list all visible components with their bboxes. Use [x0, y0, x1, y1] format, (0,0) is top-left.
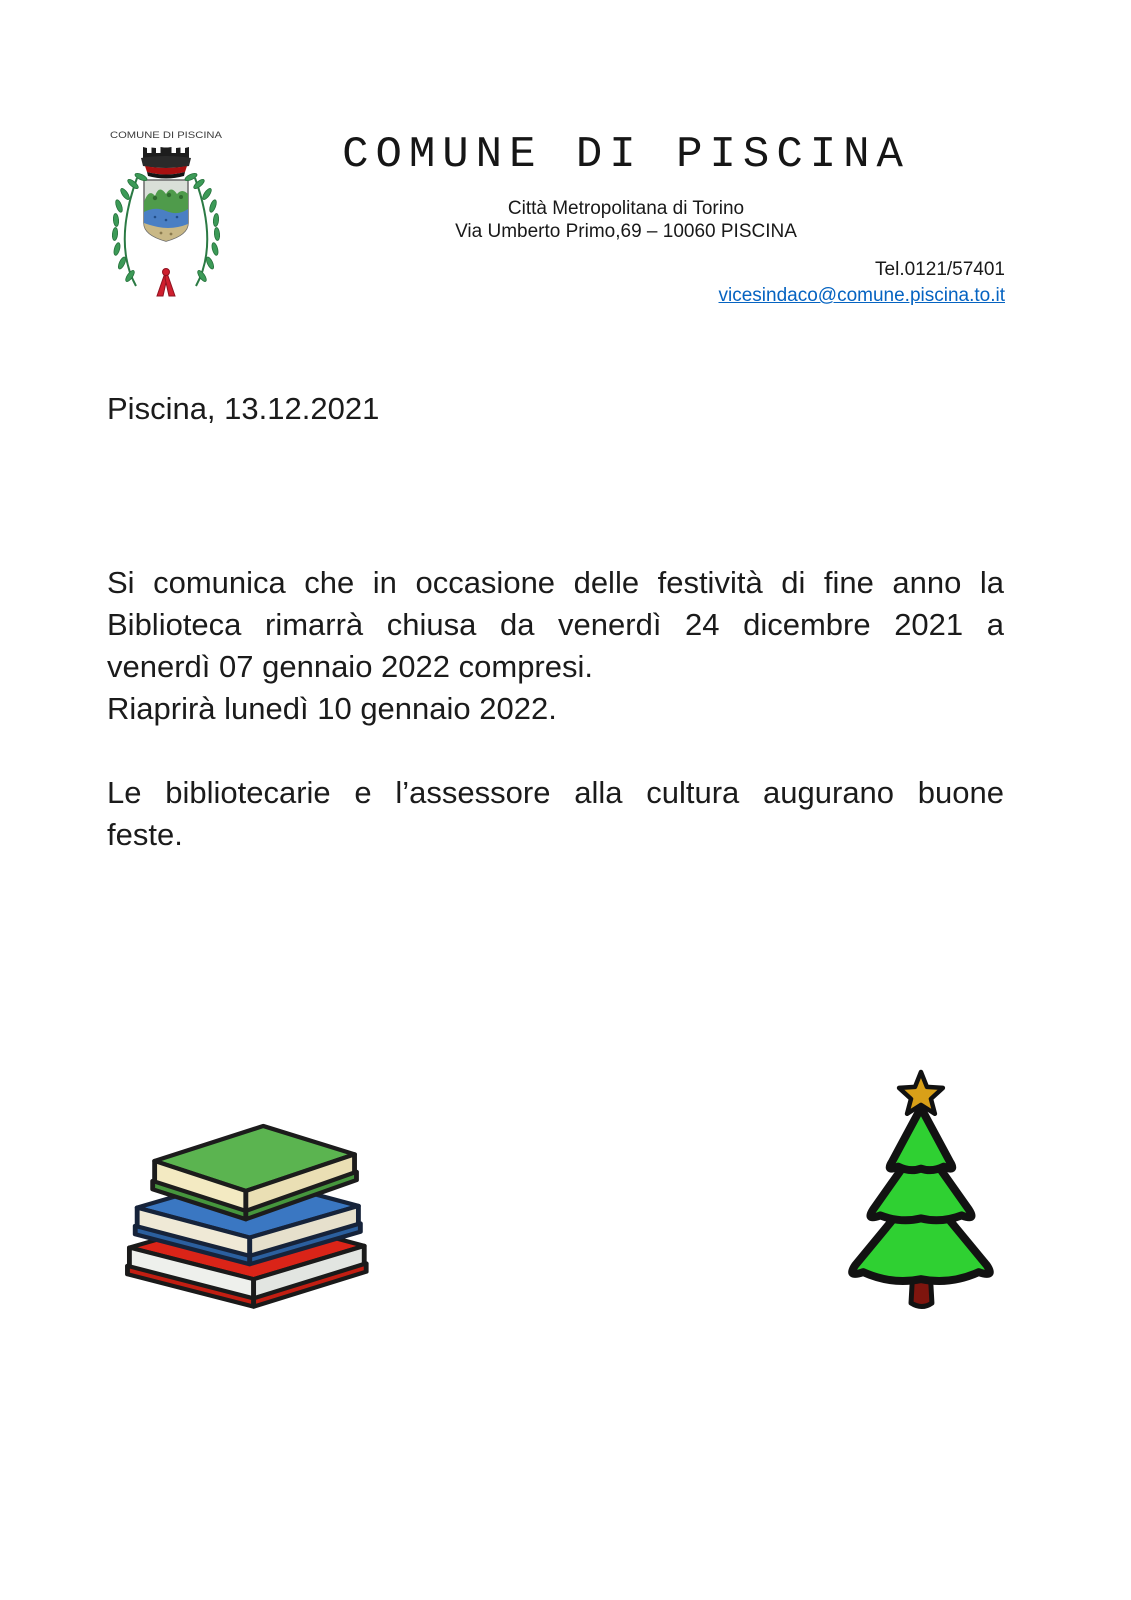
paragraph-spacer [107, 730, 1004, 772]
crest-caption: COMUNE DI PISCINA [110, 130, 222, 140]
subtitle-line-province: Città Metropolitana di Torino [507, 198, 745, 219]
header-subtitle [240, 197, 1012, 243]
header-contact [240, 257, 1005, 309]
body-line: Si comunica che in occasione delle festività di fine anno la [107, 565, 1004, 600]
books-illustration [110, 1106, 372, 1310]
body-line: Le bibliotecarie e l’assessore alla cultura augurano buone [107, 775, 1004, 810]
body-line: venerdì 07 gennaio 2022 compresi. [107, 649, 593, 684]
crest-ribbon-icon [157, 269, 175, 297]
tree-branches-icon [852, 1108, 990, 1281]
subtitle-line-address: Via Umberto Primo,69 – 10060 PISCINA [455, 221, 797, 242]
body-line: Riaprirà lunedì 10 gennaio 2022. [107, 691, 557, 726]
crest-crown-icon [141, 147, 191, 179]
document-title: COMUNE DI PISCINA [342, 130, 910, 180]
dateline: Piscina, 13.12.2021 [107, 391, 380, 426]
letter-body [107, 562, 1004, 856]
email-link[interactable]: vicesindaco@comune.piscina.to.it [718, 285, 1005, 306]
municipal-crest [103, 124, 229, 306]
phone-number: Tel.0121/57401 [875, 259, 1005, 280]
body-line: feste. [107, 817, 183, 852]
crest-shield-icon [144, 180, 188, 244]
christmas-tree-illustration [828, 1068, 1000, 1312]
body-line: Biblioteca rimarrà chiusa da venerdì 24 dicembre 2021 a [107, 607, 1004, 642]
